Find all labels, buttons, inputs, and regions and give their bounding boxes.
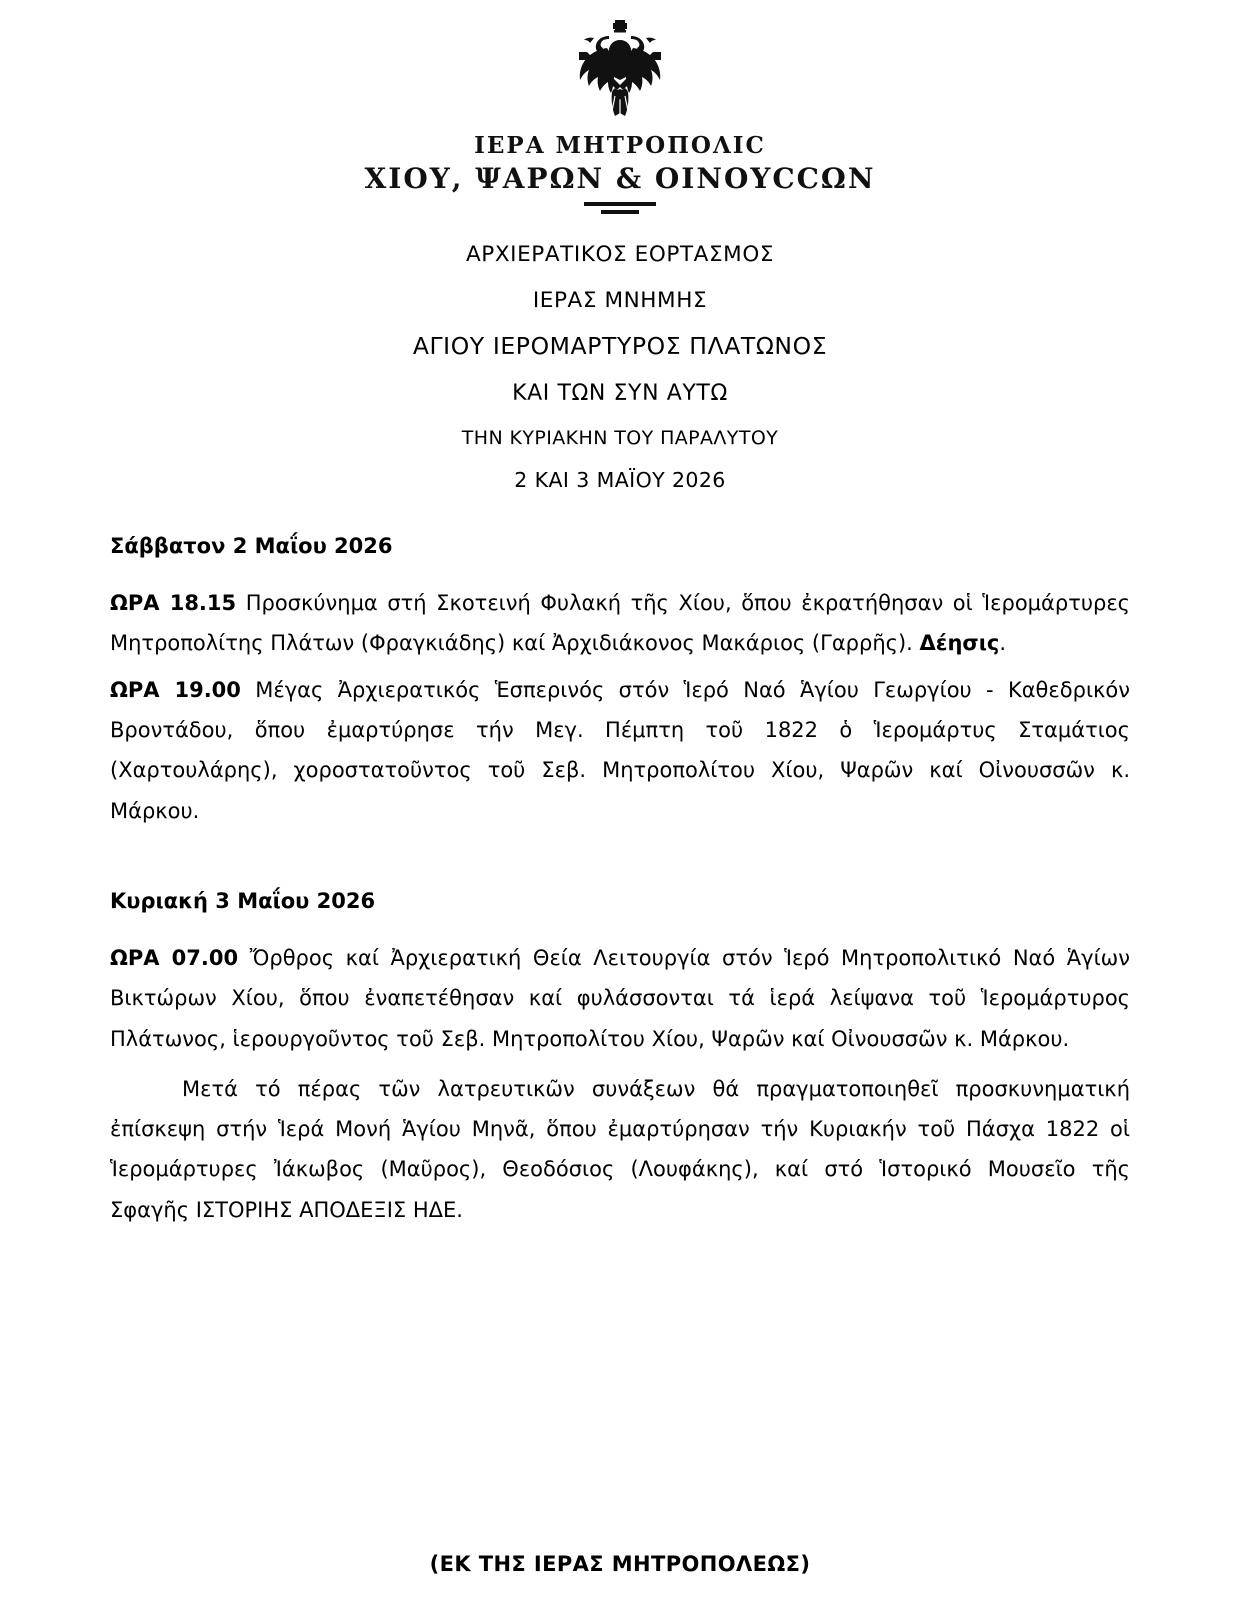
divider-rule-long <box>584 202 656 206</box>
title-line-6: 2 ΚΑΙ 3 ΜΑΪΟΥ 2026 <box>514 467 726 492</box>
sunday-entry-1-text: Ὄρθρος καί Ἀρχιερατική Θεία Λειτουργία στόν Ἱερό Μητροπολιτικό Ναό Ἁγίων Βικτώρων Χίου, ὅπου ἐναπετέθησαν καί φυλάσσονται τά ἱερά λείψανα τοῦ Ἱερομάρτυρος Πλάτωνος, ἱερουργοῦντος τοῦ Σεβ. Μητροπολίτου Χίου, Ψαρῶν καί Οἰνουσσῶν κ. Μάρκου. <box>110 945 1130 1051</box>
divider-rule-short <box>601 210 639 214</box>
issuing-authority-footer: (ΕΚ ΤΗΣ ΙΕΡΑΣ ΜΗΤΡΟΠΟΛΕΩΣ) <box>429 1552 811 1576</box>
title-line-5: ΤΗΝ ΚΥΡΙΑΚΗΝ ΤΟΥ ΠΑΡΑΛΥΤΟΥ <box>461 426 779 449</box>
sunday-closing-paragraph: Μετά τό πέρας τῶν λατρευτικῶν συνάξεων θά πραγματοποιηθεῖ προσκυνηματική ἐπίσκεψη στήν Ἱερά Μονή Ἁγίου Μηνᾶ, ὅπου ἐμαρτύρησαν τήν Κυριακήν τοῦ Πάσχα 1822 οἱ Ἱερομάρτυρες Ἰάκωβος (Μαῦρος), Θεοδόσιος (Λουφάκης), καί στό Ἱστορικό Μουσεῖο τῆς Σφαγῆς ΙΣΤΟΡΙΗΣ ΑΠΟΔΕΞΙΣ ΗΔΕ. <box>110 1076 1130 1222</box>
saturday-entry-1 <box>110 583 1130 664</box>
title-line-4: ΚΑΙ ΤΩΝ ΣΥΝ ΑΥΤΩ <box>512 380 728 406</box>
section-spacer <box>110 837 1130 891</box>
sunday-heading: Κυριακή 3 Μαΐου 2026 <box>110 888 376 913</box>
title-line-2: ΙΕΡΑΣ ΜΝΗΜΗΣ <box>532 287 708 313</box>
saturday-entry-2-time: ΩΡΑ 19.00 <box>110 677 241 702</box>
sunday-entry-1-time: ΩΡΑ 07.00 <box>110 945 239 970</box>
program-body <box>0 536 1240 1230</box>
byzantine-double-headed-eagle-icon <box>540 14 700 126</box>
title-line-1: ΑΡΧΙΕΡΑΤΙΚΟΣ ΕΟΡΤΑΣΜΟΣ <box>465 242 775 267</box>
sunday-entry-1 <box>110 938 1130 1059</box>
letterhead-line-1: ΙΕΡΑ ΜΗΤΡΟΠΟΛΙC <box>474 132 766 159</box>
saturday-entry-2-text: Μέγας Ἀρχιερατικός Ἑσπερινός στόν Ἱερό Ναό Ἁγίου Γεωργίου - Καθεδρικόν Βροντάδου, ὅπου ἐμαρτύρησε τήν Μεγ. Πέμπτη τοῦ 1822 ὁ Ἱερομάρτυς Σταμάτιος (Χαρτουλάρης), χοροστατοῦντος τοῦ Σεβ. Μητροπολίτου Χίου, Ψαρῶν καί Οἰνουσσῶν κ. Μάρκου. <box>110 677 1131 823</box>
saturday-heading: Σάββατον 2 Μαΐου 2026 <box>110 534 393 558</box>
title-block <box>0 244 1240 490</box>
letterhead <box>0 0 1240 214</box>
saturday-entry-1-emphasis: Δέησις <box>919 631 1000 656</box>
saturday-entry-2 <box>110 670 1130 831</box>
saturday-entry-1-time: ΩΡΑ 18.15 <box>110 591 237 615</box>
letterhead-divider <box>584 202 656 214</box>
title-line-3: ΑΓΙΟΥ ΙΕΡΟΜΑΡΤΥΡΟΣ ΠΛΑΤΩΝΟΣ <box>412 332 828 360</box>
saturday-entry-1-text-end: . <box>999 631 1007 656</box>
saturday-entry-1-text: Προσκύνημα στή Σκοτεινή Φυλακή τῆς Χίου, ὅπου ἐκρατήθησαν οἱ Ἱερομάρτυρες Μητροπολίτης Πλάτων (Φραγκιάδης) καί Ἀρχιδιάκονος Μακάριος (Γαρρῆς). <box>110 591 1130 656</box>
letterhead-line-2: ΧΙΟΥ, ΨΑΡΩΝ & ΟΙΝΟΥCCΩΝ <box>364 162 876 195</box>
